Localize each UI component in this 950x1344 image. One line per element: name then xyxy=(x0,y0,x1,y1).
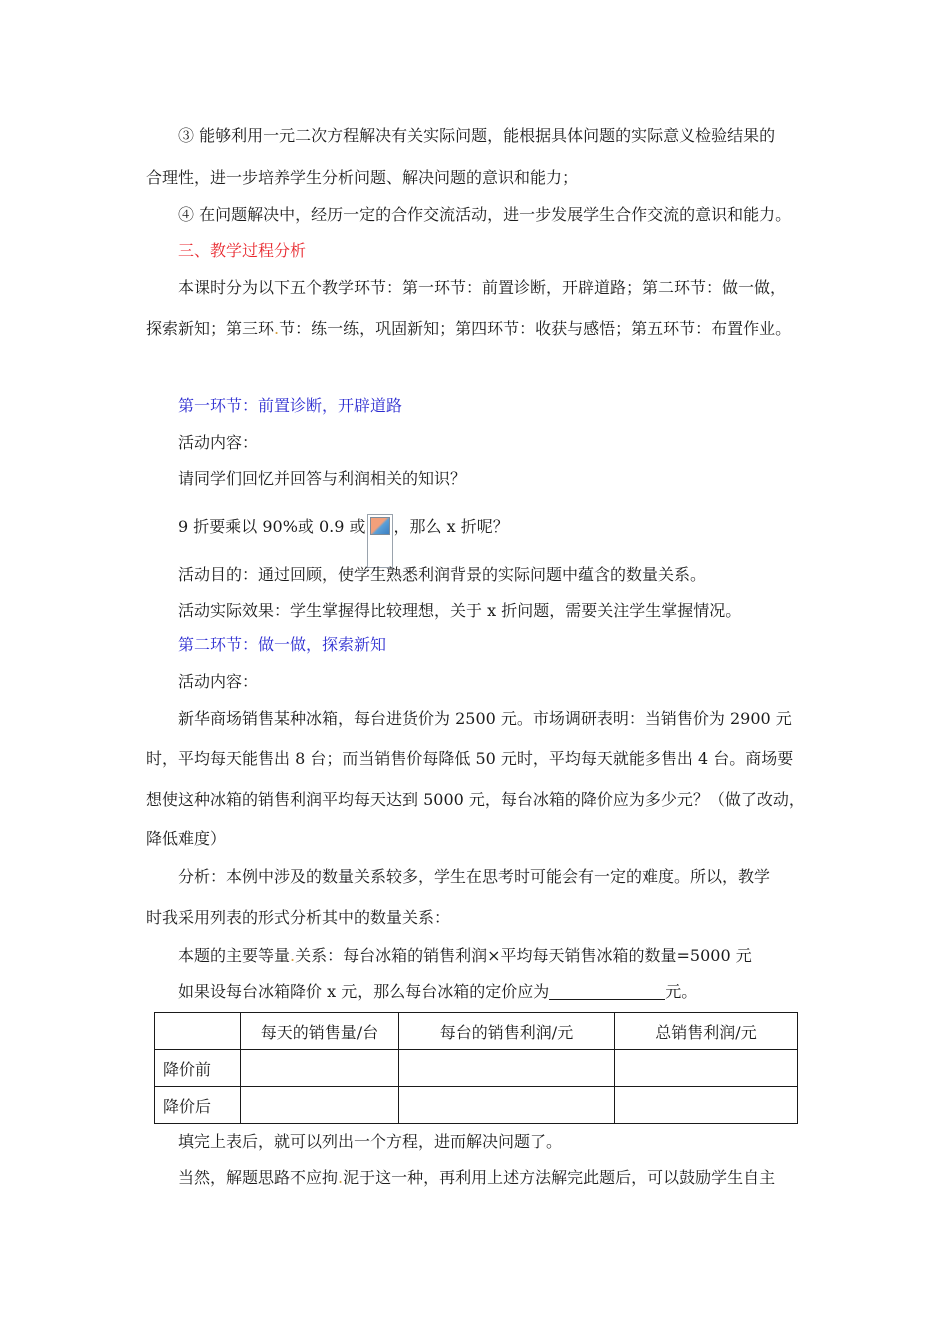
table-row xyxy=(155,1087,798,1124)
step-1-question: 请同学们回忆并回答与利润相关的知识？ xyxy=(178,469,467,488)
mark-dot-icon: . xyxy=(338,1168,344,1187)
table-row-label: 降价后 xyxy=(155,1087,241,1124)
mark-dot-icon: . xyxy=(274,319,280,338)
overview-line-1: 本课时分为以下五个教学环节：第一环节：前置诊断，开辟道路；第二环节：做一做， xyxy=(178,278,787,297)
table-cell xyxy=(615,1050,798,1087)
image-thumbnail xyxy=(370,517,390,535)
step-1-content-label: 活动内容： xyxy=(178,433,259,452)
after-table-text: 填完上表后，就可以列出一个方程，进而解决问题了。 xyxy=(178,1132,563,1151)
problem-line-2: 时，平均每天能售出 8 台；而当销售价每降低 50 元时，平均每天就能多售出 4 台。商场要 xyxy=(146,749,794,768)
table-cell xyxy=(241,1087,399,1124)
step-2-heading: 第二环节：做一做，探索新知 xyxy=(178,635,387,654)
table-header-cell xyxy=(155,1013,241,1050)
final-text-a: 当然，解题思路不应拘 xyxy=(178,1168,339,1187)
analysis-line-2: 时我采用列表的形式分析其中的数量关系： xyxy=(146,908,451,927)
table-row-label: 降价前 xyxy=(155,1050,241,1087)
discount-text-b: ，那么 x 折呢？ xyxy=(393,517,509,536)
discount-text-a: 9 折要乘以 90%或 0.9 或 xyxy=(178,517,366,536)
mark-dot-icon: . xyxy=(290,946,296,965)
final-line xyxy=(178,1167,775,1189)
table-header-cell: 每台的销售利润/元 xyxy=(399,1013,615,1050)
problem-line-4: 降低难度） xyxy=(146,829,227,848)
step-1-effect: 活动实际效果：学生掌握得比较理想，关于 x 折问题，需要关注学生掌握情况。 xyxy=(178,601,742,620)
table-header-cell: 总销售利润/元 xyxy=(615,1013,798,1050)
table-cell xyxy=(241,1050,399,1087)
equal-relation xyxy=(178,945,752,967)
problem-line-1: 新华商场销售某种冰箱，每台进货价为 2500 元。市场调研表明：当销售价为 2900 元 xyxy=(178,709,792,728)
goal-3-line-2: 合理性，进一步培养学生分析问题、解决问题的意识和能力； xyxy=(146,168,579,187)
goal-3-line-1: ③ 能够利用一元二次方程解决有关实际问题，能根据具体问题的实际意义检验结果的 xyxy=(178,126,776,145)
section-heading-teaching-process: 三、教学过程分析 xyxy=(178,241,307,260)
price-line xyxy=(178,981,697,1003)
step-2-content-label: 活动内容： xyxy=(178,672,259,691)
table-header-row xyxy=(155,1013,798,1050)
step-1-discount-line xyxy=(178,514,509,568)
analysis-table xyxy=(154,1012,798,1124)
overview-line-2-part-a: 探索新知；第三环 xyxy=(146,319,275,338)
step-1-heading: 第一环节：前置诊断，开辟道路 xyxy=(178,396,403,415)
table-header-cell: 每天的销售量/台 xyxy=(241,1013,399,1050)
overview-line-2-part-b: 节：练一练，巩固新知；第四环节：收获与感悟；第五环节：布置作业。 xyxy=(279,319,792,338)
final-text-b: 泥于这一种，再利用上述方法解完此题后，可以鼓励学生自主 xyxy=(343,1168,776,1187)
goal-4: ④ 在问题解决中，经历一定的合作交流活动，进一步发展学生合作交流的意识和能力。 xyxy=(178,205,792,224)
price-text-a: 如果设每台冰箱降价 x 元，那么每台冰箱的定价应为 xyxy=(178,982,550,1001)
table-cell xyxy=(399,1050,615,1087)
fill-in-blank xyxy=(549,981,665,1000)
overview-line-2 xyxy=(146,318,791,340)
broken-image-icon xyxy=(367,514,393,568)
table-cell xyxy=(399,1087,615,1124)
step-1-purpose: 活动目的：通过回顾，使学生熟悉利润背景的实际问题中蕴含的数量关系。 xyxy=(178,565,707,584)
equal-relation-a: 本题的主要等量 xyxy=(178,946,291,965)
table-cell xyxy=(615,1087,798,1124)
price-text-b: 元。 xyxy=(665,982,698,1001)
equal-relation-b: 关系：每台冰箱的销售利润×平均每天销售冰箱的数量=5000 元 xyxy=(295,946,752,965)
table-row xyxy=(155,1050,798,1087)
problem-line-3: 想使这种冰箱的销售利润平均每天达到 5000 元，每台冰箱的降价应为多少元？（做了改动， xyxy=(146,790,805,809)
analysis-line-1: 分析：本例中涉及的数量关系较多，学生在思考时可能会有一定的难度。所以，教学 xyxy=(178,867,771,886)
